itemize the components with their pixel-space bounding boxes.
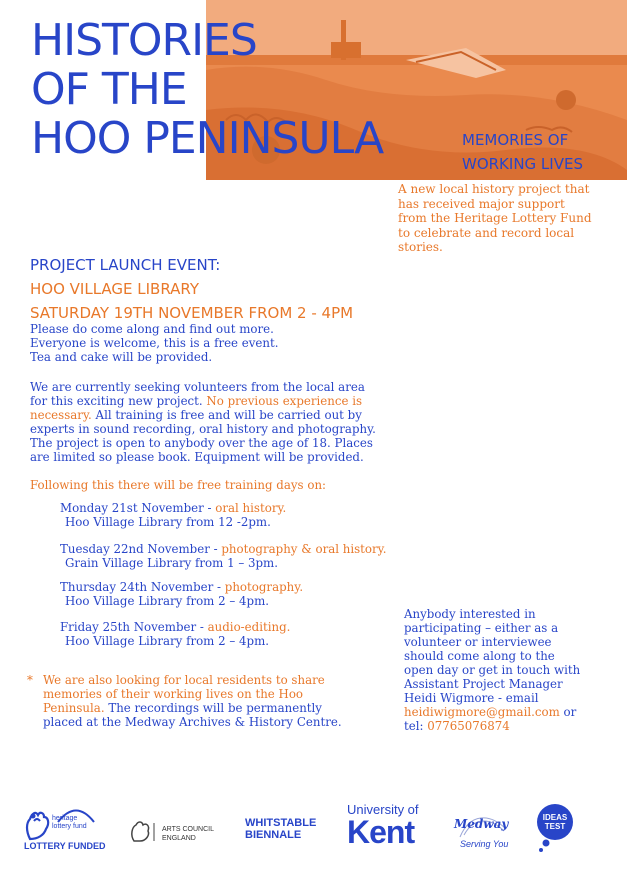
highlight-text: necessary. — [30, 408, 96, 422]
training-day-label: Thursday 24th November - — [60, 580, 225, 594]
note-line: placed at the Medway Archives & History Centre. — [43, 715, 342, 729]
whitstable-biennale-logo — [245, 817, 316, 841]
title-line-1: HISTORIES — [31, 15, 257, 66]
paragraph-line: The project is open to anybody over the age of 18. Places — [30, 436, 373, 450]
contact-line: should come along to the — [404, 649, 555, 663]
subtitle-line-2: WORKING LIVES — [462, 155, 583, 173]
training-location: Hoo Village Library from 12 -2pm. — [65, 515, 271, 529]
intro-line: to celebrate and record local — [398, 225, 575, 240]
contact-email-link[interactable]: heidiwigmore@gmail.com — [404, 705, 560, 719]
paragraph-line — [30, 408, 376, 422]
launch-event — [30, 253, 353, 325]
title-line-2: OF THE — [31, 64, 187, 115]
logo-text: University of — [347, 802, 419, 817]
arts-council-icon — [128, 817, 158, 845]
sponsor-logos — [0, 795, 627, 873]
highlight-text: Peninsula. — [43, 701, 105, 715]
lottery-hand-icon — [24, 807, 52, 841]
contact-line: Anybody interested in — [404, 607, 536, 621]
logo-text: ENGLAND — [162, 835, 196, 842]
title-line-3: HOO PENINSULA — [31, 113, 384, 164]
paragraph-line — [30, 394, 376, 408]
intro-line: from the Heritage Lottery Fund — [398, 211, 592, 225]
training-location: Grain Village Library from 1 – 3pm. — [65, 556, 278, 570]
contact-line: participating – either as a — [404, 621, 559, 635]
contact-line: open day or get in touch with — [404, 663, 581, 677]
note-line — [43, 701, 342, 715]
logo-text: heritage — [52, 815, 78, 822]
paragraph-line: Tea and cake will be provided. — [30, 350, 213, 364]
contact-line: Heidi Wigmore - email — [404, 691, 539, 705]
training-location: Hoo Village Library from 2 – 4pm. — [65, 594, 270, 608]
intro-line: has received major support — [398, 196, 565, 211]
training-day-label: Tuesday 22nd November - — [60, 542, 222, 556]
training-day-friday — [60, 620, 290, 648]
contact-line: volunteer or interviewee — [404, 635, 552, 649]
paragraph-text: All training is free and will be carried out by — [95, 408, 362, 422]
paragraph-line: are limited so please book. Equipment will be provided. — [30, 450, 364, 464]
intro-line: A new local history project that — [398, 182, 590, 196]
residents-note — [27, 673, 342, 729]
training-day-thursday — [60, 580, 303, 608]
logo-text: ARTS COUNCIL — [162, 826, 214, 833]
volunteers-paragraph — [30, 380, 376, 464]
paragraph-line: Please do come along and find out more. — [30, 322, 274, 336]
training-day-tuesday — [60, 542, 387, 570]
intro-text — [398, 182, 627, 255]
logo-text: Kent — [347, 814, 415, 850]
logo-text: IDEAS — [542, 813, 568, 822]
note-line: memories of their working lives on the Hoo — [43, 687, 304, 701]
logo-text: lottery fund — [52, 823, 87, 830]
poster-subtitle — [462, 128, 583, 176]
subtitle-line-1: MEMORIES OF — [462, 131, 569, 149]
asterisk-icon: * — [27, 673, 33, 687]
arts-council-logo — [128, 813, 218, 853]
logo-text: Serving You — [460, 839, 509, 849]
contact-tel-label: tel: — [404, 719, 428, 733]
contact-phone[interactable]: 07765076874 — [427, 719, 510, 733]
training-topic: oral history. — [215, 501, 287, 515]
training-day-monday — [60, 501, 286, 529]
training-day-label: Friday 25th November - — [60, 620, 208, 634]
training-topic: photography. — [224, 580, 304, 594]
paragraph-text: for this exciting new project. — [30, 394, 207, 408]
university-of-kent-logo — [347, 802, 419, 850]
contact-info — [404, 607, 580, 733]
logo-text: TEST — [544, 822, 566, 831]
paragraph-line: We are currently seeking volunteers from the local area — [30, 380, 365, 394]
contact-line: Assistant Project Manager — [404, 677, 563, 691]
training-topic: photography & oral history. — [221, 542, 387, 556]
contact-text: or — [559, 705, 577, 719]
launch-venue: HOO VILLAGE LIBRARY — [30, 280, 200, 298]
welcome-paragraph — [30, 322, 279, 364]
training-intro: Following this there will be free training days on: — [30, 478, 327, 492]
paragraph-line: Everyone is welcome, this is a free event. — [30, 336, 279, 350]
intro-line: stories. — [398, 240, 443, 254]
launch-date: SATURDAY 19TH NOVEMBER FROM 2 - 4PM — [30, 304, 354, 322]
training-day-label: Monday 21st November - — [60, 501, 216, 515]
training-location: Hoo Village Library from 2 – 4pm. — [65, 634, 270, 648]
launch-heading: PROJECT LAUNCH EVENT: — [30, 256, 221, 274]
heritage-lottery-logo — [24, 805, 104, 857]
medway-logo — [450, 811, 520, 855]
logo-text: BIENNALE — [245, 829, 302, 841]
ideas-test-logo — [536, 803, 576, 853]
highlight-text: No previous experience is — [206, 394, 363, 408]
logo-text: Medway — [454, 817, 509, 831]
paragraph-line: experts in sound recording, oral history and photography. — [30, 422, 376, 436]
logo-text: WHITSTABLE — [245, 817, 317, 829]
lottery-funded-label: LOTTERY FUNDED — [24, 841, 106, 851]
note-text: The recordings will be permanently — [104, 701, 322, 715]
note-line: We are also looking for local residents to share — [43, 673, 325, 687]
poster-title — [31, 16, 383, 163]
training-topic: audio-editing. — [207, 620, 291, 634]
